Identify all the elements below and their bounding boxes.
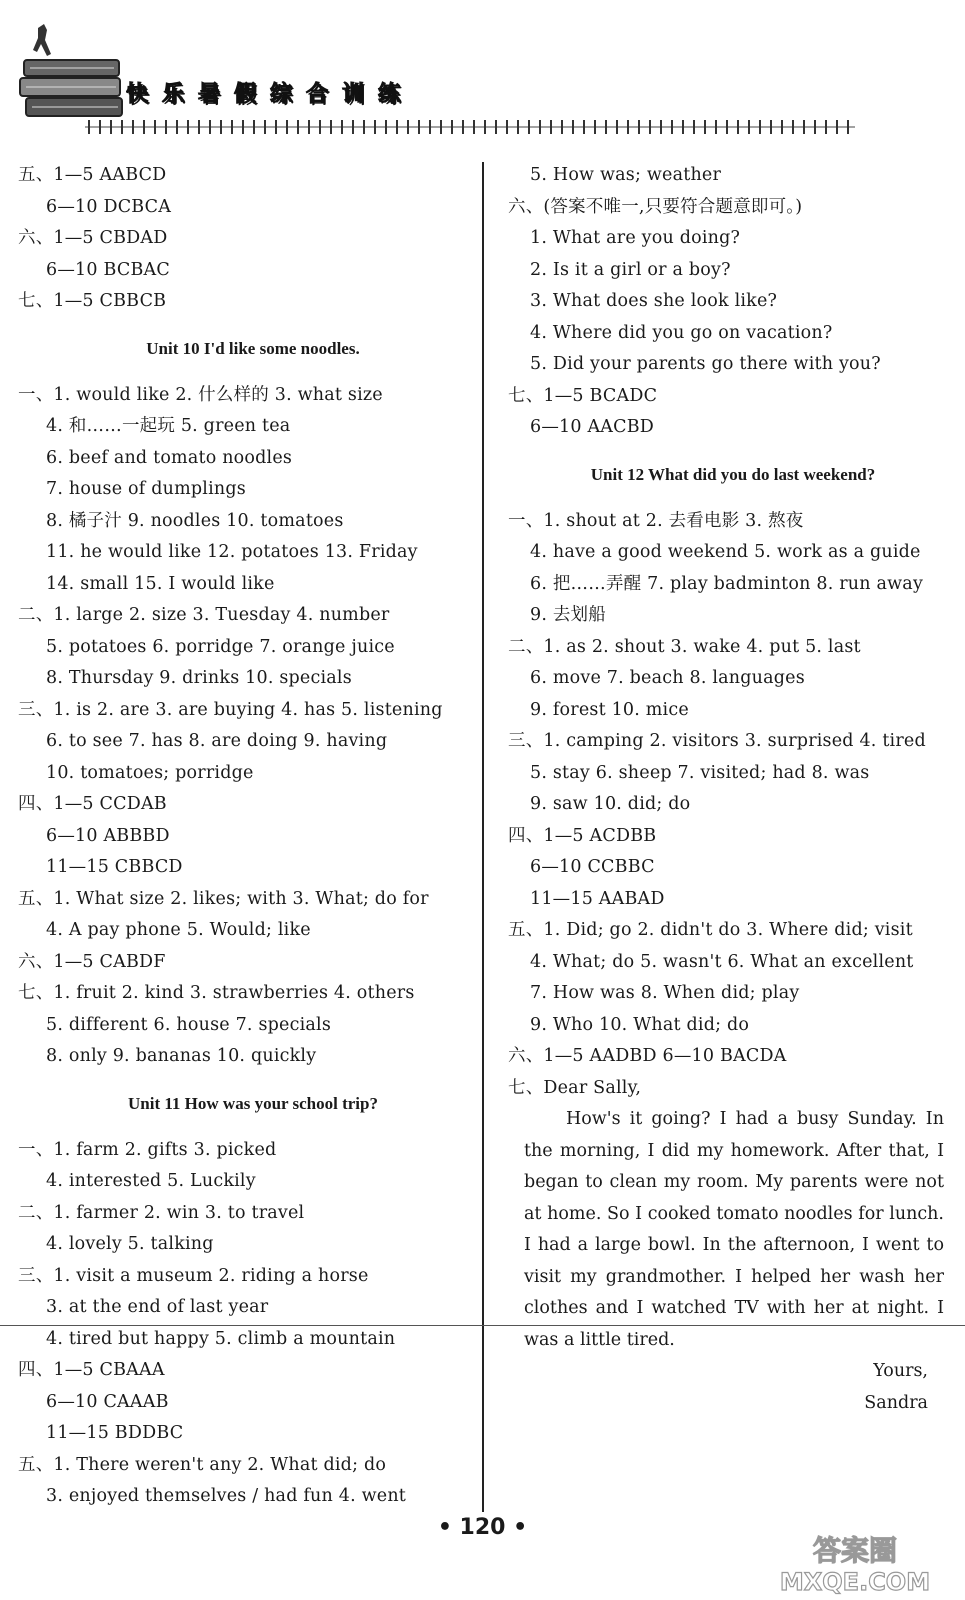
- answer-line: 8. only 9. bananas 10. quickly: [46, 1046, 317, 1066]
- answer-line: 9. 去划船: [530, 605, 606, 625]
- answer-line: 一、1. would like 2. 什么样的 3. what size: [18, 384, 383, 405]
- answer-line: 4. lovely 5. talking: [46, 1234, 214, 1254]
- sample-letter: [508, 1073, 958, 1420]
- answer-line: 6—10 DCBCA: [46, 196, 172, 217]
- answer-line: 6. to see 7. has 8. are doing 9. having: [46, 731, 388, 751]
- unit-12-heading: Unit 12 What did you do last weekend?: [590, 464, 876, 484]
- answer-line: 4. Where did you go on vacation?: [530, 322, 833, 343]
- title-char: 暑: [197, 82, 220, 107]
- answer-line: 四、1—5 CBAAA: [18, 1360, 165, 1380]
- unit-11-heading: Unit 11 How was your school trip?: [128, 1093, 378, 1113]
- answer-line: 6—10 CCBBC: [530, 857, 655, 877]
- answer-line: 4. have a good weekend 5. work as a guide: [530, 542, 921, 562]
- answer-line: 4. tired but happy 5. climb a mountain: [46, 1328, 396, 1349]
- answer-line: 5. potatoes 6. porridge 7. orange juice: [46, 636, 395, 657]
- answer-line: 五、1. What size 2. likes; with 3. What; do for: [18, 888, 429, 909]
- answer-line: 11. he would like 12. potatoes 13. Friday: [46, 542, 418, 562]
- page-header: [0, 0, 965, 150]
- answer-line: 五、1—5 AABCD: [18, 165, 167, 185]
- title-char: 乐: [161, 82, 184, 107]
- answer-line: 3. enjoyed themselves / had fun 4. went: [46, 1486, 407, 1506]
- answer-line: 二、1. farmer 2. win 3. to travel: [18, 1202, 305, 1223]
- answer-line: 9. Who 10. What did; do: [530, 1014, 750, 1035]
- answer-line: 七、1. fruit 2. kind 3. strawberries 4. others: [18, 983, 415, 1003]
- title-char: 快: [125, 82, 148, 107]
- answer-line: 9. saw 10. did; do: [530, 794, 691, 814]
- answer-line: 四、1—5 CCDAB: [18, 794, 167, 814]
- answer-line: 5. different 6. house 7. specials: [46, 1014, 332, 1035]
- answer-line: 8. 橘子汁 9. noodles 10. tomatoes: [46, 510, 344, 531]
- answer-line: 4. A pay phone 5. Would; like: [46, 920, 311, 940]
- answer-line: 6. move 7. beach 8. languages: [530, 668, 805, 688]
- answer-line: 6—10 BCBAC: [46, 259, 170, 280]
- answer-line: 3. What does she look like?: [530, 291, 778, 311]
- left-column: [18, 160, 488, 1513]
- title-char: 练: [377, 82, 400, 107]
- answer-line: 4. What; do 5. wasn't 6. What an excellent: [530, 951, 914, 972]
- watermark-url: MXQE.COM: [779, 1568, 931, 1595]
- answer-line: 1. What are you doing?: [530, 228, 741, 248]
- answer-line: 五、1. Did; go 2. didn't do 3. Where did; visit: [508, 920, 913, 940]
- letter-salutation: 七、Dear Sally,: [508, 1077, 642, 1098]
- title-char: 合: [305, 82, 328, 107]
- answer-line: 11—15 CBBCD: [46, 857, 183, 877]
- answer-line: 二、1. large 2. size 3. Tuesday 4. number: [18, 605, 390, 625]
- answer-line: 三、1. is 2. are 3. are buying 4. has 5. listening: [18, 699, 443, 720]
- answer-line: 6—10 CAAAB: [46, 1391, 169, 1412]
- answer-line: 六、(答案不唯一,只要符合题意即可。): [508, 196, 803, 217]
- unit-10-heading: Unit 10 I'd like some noodles.: [146, 338, 360, 358]
- letter-closing: Yours,: [873, 1361, 928, 1381]
- answer-line: 11—15 BDDBC: [46, 1423, 184, 1443]
- answer-line: 6—10 AACBD: [530, 417, 655, 437]
- answer-line: 3. at the end of last year: [46, 1297, 269, 1317]
- title-char: 假: [233, 82, 256, 107]
- header-tick-rule: [85, 117, 855, 137]
- answer-line: 14. small 15. I would like: [46, 573, 275, 594]
- watermark-logo: [760, 1530, 950, 1595]
- answer-line: 三、1. camping 2. visitors 3. surprised 4. tired: [508, 731, 926, 751]
- header-title: [120, 78, 430, 112]
- letter-body: How's it going? I had a busy Sunday. In the morning, I did my homework. After that, I began to clean my room. My parents were not at home. So I cooked tomato noodles for lunch. I had a large bowl. In the afternoon, I went to visit my grandmother. I helped her wash her clothes and I watched TV with her at night. I was a little tired.: [524, 1109, 944, 1350]
- letter-signature: Sandra: [864, 1392, 928, 1413]
- right-column: [508, 160, 958, 1419]
- answer-line: 8. Thursday 9. drinks 10. specials: [46, 668, 352, 688]
- answer-line: 五、1. There weren't any 2. What did; do: [18, 1454, 387, 1475]
- answer-line: 9. forest 10. mice: [530, 699, 689, 720]
- books-icon: [18, 20, 128, 130]
- answer-line: 二、1. as 2. shout 3. wake 4. put 5. last: [508, 636, 861, 657]
- answer-line: 6. beef and tomato noodles: [46, 447, 293, 468]
- answer-line: 六、1—5 CBDAD: [18, 228, 168, 248]
- answer-line: 5. Did your parents go there with you?: [530, 354, 881, 374]
- answer-line: 4. interested 5. Luckily: [46, 1171, 256, 1191]
- answer-line: 三、1. visit a museum 2. riding a horse: [18, 1265, 369, 1286]
- answer-line: 六、1—5 AADBD 6—10 BACDA: [508, 1046, 787, 1066]
- answer-line: 7. How was 8. When did; play: [530, 983, 800, 1003]
- watermark-cn: 答案圈: [812, 1534, 898, 1567]
- answer-line: 10. tomatoes; porridge: [46, 762, 254, 783]
- answer-line: 六、1—5 CABDF: [18, 951, 166, 972]
- answer-line: 四、1—5 ACDBB: [508, 825, 657, 846]
- answer-line: 七、1—5 BCADC: [508, 385, 658, 406]
- answer-line: 5. stay 6. sheep 7. visited; had 8. was: [530, 762, 870, 783]
- answer-line: 七、1—5 CBBCB: [18, 291, 167, 311]
- answer-line: 5. How was; weather: [530, 165, 722, 185]
- answer-line: 11—15 AABAD: [530, 888, 665, 909]
- answer-line: 一、1. shout at 2. 去看电影 3. 熬夜: [508, 510, 804, 531]
- answer-line: 2. Is it a girl or a boy?: [530, 259, 731, 280]
- answer-line: 一、1. farm 2. gifts 3. picked: [18, 1139, 277, 1160]
- title-char: 综: [269, 82, 292, 107]
- page-number: • 120 •: [437, 1515, 528, 1540]
- answer-line: 6. 把……弄醒 7. play badminton 8. run away: [530, 573, 924, 594]
- title-char: 训: [341, 82, 364, 107]
- answer-line: 6—10 ABBBD: [46, 825, 170, 846]
- answer-line: 4. 和……一起玩 5. green tea: [46, 416, 291, 436]
- answer-line: 7. house of dumplings: [46, 479, 246, 499]
